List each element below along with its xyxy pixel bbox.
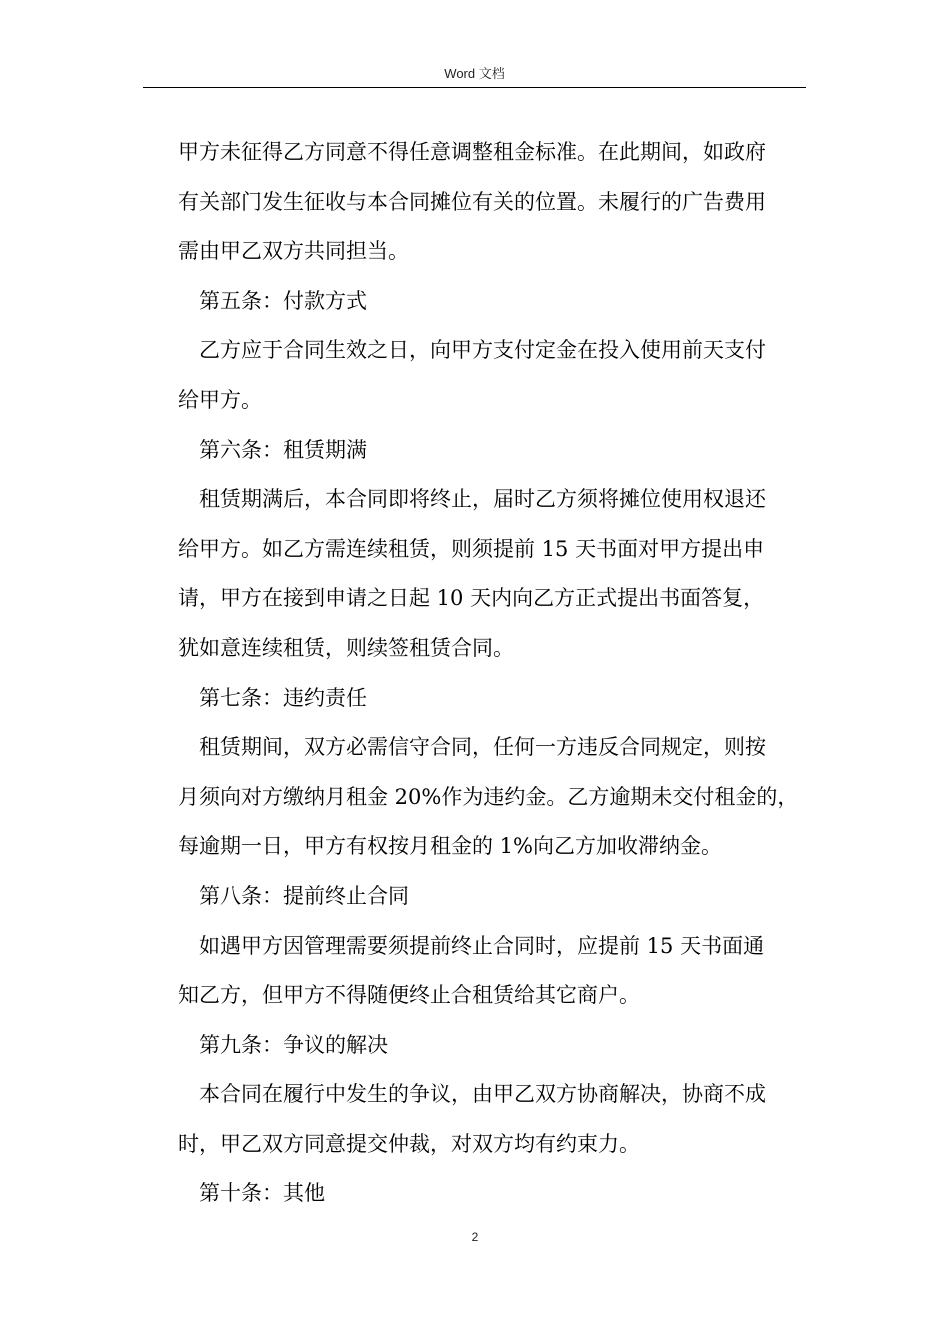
body-line: 时，甲乙双方同意提交仲裁，对双方均有约束力。 bbox=[178, 1131, 640, 1156]
section-heading-7: 第七条：违约责任 bbox=[199, 685, 367, 710]
header-divider bbox=[143, 87, 806, 88]
body-line: 甲方未征得乙方同意不得任意调整租金标准。在此期间，如政府 bbox=[178, 140, 766, 164]
page-number: 2 bbox=[471, 1230, 479, 1244]
section-heading-5: 第五条：付款方式 bbox=[199, 288, 367, 313]
document-body bbox=[178, 128, 813, 1219]
body-line: 租赁期满后，本合同即将终止，届时乙方须将摊位使用权退还 bbox=[199, 487, 766, 512]
body-line: 需由甲乙双方共同担当。 bbox=[178, 239, 409, 264]
section-heading-6: 第六条：租赁期满 bbox=[199, 437, 367, 462]
section-heading-9: 第九条：争议的解决 bbox=[199, 1032, 388, 1057]
body-line: 给甲方。如乙方需连续租赁，则须提前 15 天书面对甲方提出申 bbox=[178, 536, 765, 561]
section-heading-8: 第八条：提前终止合同 bbox=[199, 883, 409, 908]
body-line: 如遇甲方因管理需要须提前终止合同时，应提前 15 天书面通 bbox=[199, 933, 765, 958]
body-line: 有关部门发生征收与本合同摊位有关的位置。未履行的广告费用 bbox=[178, 189, 766, 214]
body-line: 犹如意连续租赁，则续签租赁合同。 bbox=[178, 635, 514, 660]
section-heading-10: 第十条：其他 bbox=[199, 1181, 325, 1206]
body-line: 月须向对方缴纳月租金 20%作为违约金。乙方逾期未交付租金的， bbox=[178, 784, 799, 809]
page-header: Word 文档 bbox=[444, 66, 505, 81]
body-line: 本合同在履行中发生的争议，由甲乙双方协商解决，协商不成 bbox=[199, 1082, 766, 1107]
body-line: 乙方应于合同生效之日，向甲方支付定金在投入使用前天支付 bbox=[199, 338, 766, 363]
body-line: 每逾期一日，甲方有权按月租金的 1%向乙方加收滞纳金。 bbox=[178, 834, 722, 859]
body-line: 请，甲方在接到申请之日起 10 天内向乙方正式提出书面答复， bbox=[178, 586, 765, 611]
body-line: 给甲方。 bbox=[178, 387, 262, 412]
body-line: 租赁期间，双方必需信守合同，任何一方违反合同规定，则按 bbox=[199, 735, 766, 760]
body-line: 知乙方，但甲方不得随便终止合租赁给其它商户。 bbox=[178, 983, 640, 1008]
